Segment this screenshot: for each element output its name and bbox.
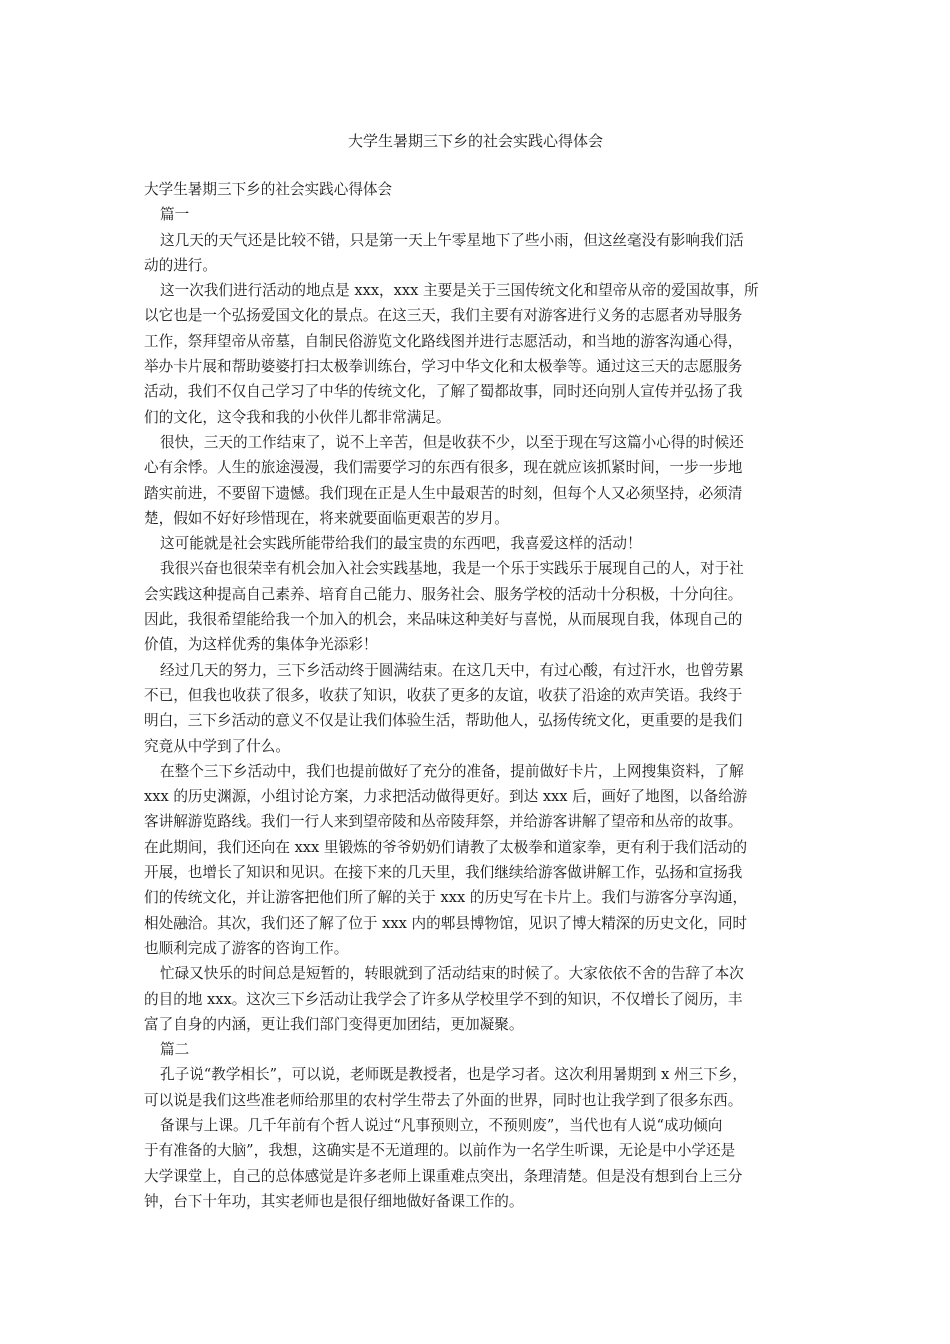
text-line: 究竟从中学到了什么。 (144, 737, 290, 755)
text-line: 会实践这种提高自己素养、培育自己能力、服务社会、服务学校的活动十分积极，十分向往。 (144, 585, 743, 603)
document-body (144, 177, 807, 1214)
text-line: xxx 的历史渊源，小组讨论方案，力求把活动做得更好。到达 xxx 后，画好了地图，以备给游 (144, 788, 748, 806)
text-line: 在此期间，我们还向在 xxx 里锻炼的爷爷奶奶们请教了太极拳和道家拳，更有利于我们活动的 (144, 838, 748, 856)
text-line: 经过几天的努力，三下乡活动终于圆满结束。在这几天中，有过心酸，有过汗水，也曾劳累 (160, 661, 744, 679)
text-line: 举办卡片展和帮助婆婆打扫太极拳训练台，学习中华文化和太极拳等。通过这三天的志愿服务 (144, 358, 743, 376)
text-line: 不已，但我也收获了很多，收获了知识，收获了更多的友谊，收获了沿途的欢声笑语。我终于 (144, 686, 743, 704)
text-line: 以它也是一个弘扬爱国文化的景点。在这三天，我们主要有对游客进行义务的志愿者劝导服务 (144, 307, 743, 325)
text-line: 开展，也增长了知识和见识。在接下来的几天里，我们继续给游客做讲解工作，弘扬和宣扬我 (144, 864, 743, 882)
text-line: 明白，三下乡活动的意义不仅是让我们体验生活，帮助他人，弘扬传统文化，更重要的是我们 (144, 712, 743, 730)
text-line: 活动，我们不仅自己学习了中华的传统文化，了解了蜀都故事，同时还向别人宣传并弘扬了我 (144, 383, 743, 401)
text-line: 钟，台下十年功，其实老师也是很仔细地做好备课工作的。 (144, 1192, 524, 1210)
text-line: 因此，我很希望能给我一个加入的机会，来品味这种美好与喜悦，从而展现自我，体现自己的 (144, 611, 743, 629)
text-line: 忙碌又快乐的时间总是短暂的，转眼就到了活动结束的时候了。大家依依不舍的告辞了本次 (160, 965, 744, 983)
text-line: 富了自身的内涵，更让我们部门变得更加团结，更加凝聚。 (144, 1015, 524, 1033)
text-line: 很快，三天的工作结束了，说不上辛苦，但是收获不少，以至于现在写这篇小心得的时候还 (160, 433, 744, 451)
document-title: 大学生暑期三下乡的社会实践心得体会 (347, 132, 603, 150)
text-line: 备课与上课。几千年前有个哲人说过“凡事预则立，不预则废”，当代也有人说“成功倾向 (160, 1116, 723, 1134)
text-line: 这可能就是社会实践所能带给我们的最宝贵的东西吧，我喜爱这样的活动！ (160, 535, 642, 553)
text-line: 动的进行。 (144, 256, 217, 274)
text-line: 踏实前进，不要留下遗憾。我们现在正是人生中最艰苦的时刻，但每个人又必须坚持，必须清 (144, 484, 743, 502)
text-line: 这一次我们进行活动的地点是 xxx，xxx 主要是关于三国传统文化和望帝从帝的爱国故事，所 (160, 282, 759, 300)
text-line: 工作，祭拜望帝从帝墓，自制民俗游览文化路线图并进行志愿活动，和当地的游客沟通心得， (144, 332, 743, 350)
text-line: 心有余悸。人生的旅途漫漫，我们需要学习的东西有很多，现在就应该抓紧时间，一步一步地 (144, 459, 743, 477)
text-line: 大学课堂上，自己的总体感觉是许多老师上课重难点突出，条理清楚。但是没有想到台上三分 (144, 1167, 743, 1185)
text-line: 篇二 (160, 1041, 190, 1059)
text-line: 的目的地 xxx。这次三下乡活动让我学会了许多从学校里学不到的知识，不仅增长了阅历，丰 (144, 990, 743, 1008)
text-line: 孔子说“教学相长”，可以说，老师既是教授者，也是学习者。这次利用暑期到 x 州三下乡， (160, 1066, 747, 1084)
text-line: 我很兴奋也很荣幸有机会加入社会实践基地，我是一个乐于实践乐于展现自己的人，对于社 (160, 560, 744, 578)
text-line: 在整个三下乡活动中，我们也提前做好了充分的准备，提前做好卡片，上网搜集资料，了解 (160, 762, 744, 780)
text-line: 相处融洽。其次，我们还了解了位于 xxx 内的郫县博物馆，见识了博大精深的历史文化，同时 (144, 914, 748, 932)
text-line: 可以说是我们这些准老师给那里的农村学生带去了外面的世界，同时也让我学到了很多东西。 (144, 1091, 743, 1109)
text-line: 楚，假如不好好珍惜现在，将来就要面临更艰苦的岁月。 (144, 509, 509, 527)
text-line: 于有准备的大脑”，我想，这确实是不无道理的。以前作为一名学生听课，无论是中小学还是 (144, 1142, 736, 1160)
text-line: 大学生暑期三下乡的社会实践心得体会 (144, 181, 393, 198)
text-line: 客讲解游览路线。我们一行人来到望帝陵和丛帝陵拜祭，并给游客讲解了望帝和丛帝的故事。 (144, 813, 743, 831)
text-line: 们的文化，这令我和我的小伙伴儿都非常满足。 (144, 408, 451, 426)
text-line: 们的传统文化，并让游客把他们所了解的关于 xxx 的历史写在卡片上。我们与游客分享沟通， (144, 889, 748, 907)
text-line: 也顺利完成了游客的咨询工作。 (144, 939, 349, 957)
text-line: 这几天的天气还是比较不错，只是第一天上午零星地下了些小雨，但这丝毫没有影响我们活 (160, 231, 744, 249)
text-line: 价值，为这样优秀的集体争光添彩！ (144, 636, 378, 654)
text-line: 篇一 (160, 206, 190, 224)
